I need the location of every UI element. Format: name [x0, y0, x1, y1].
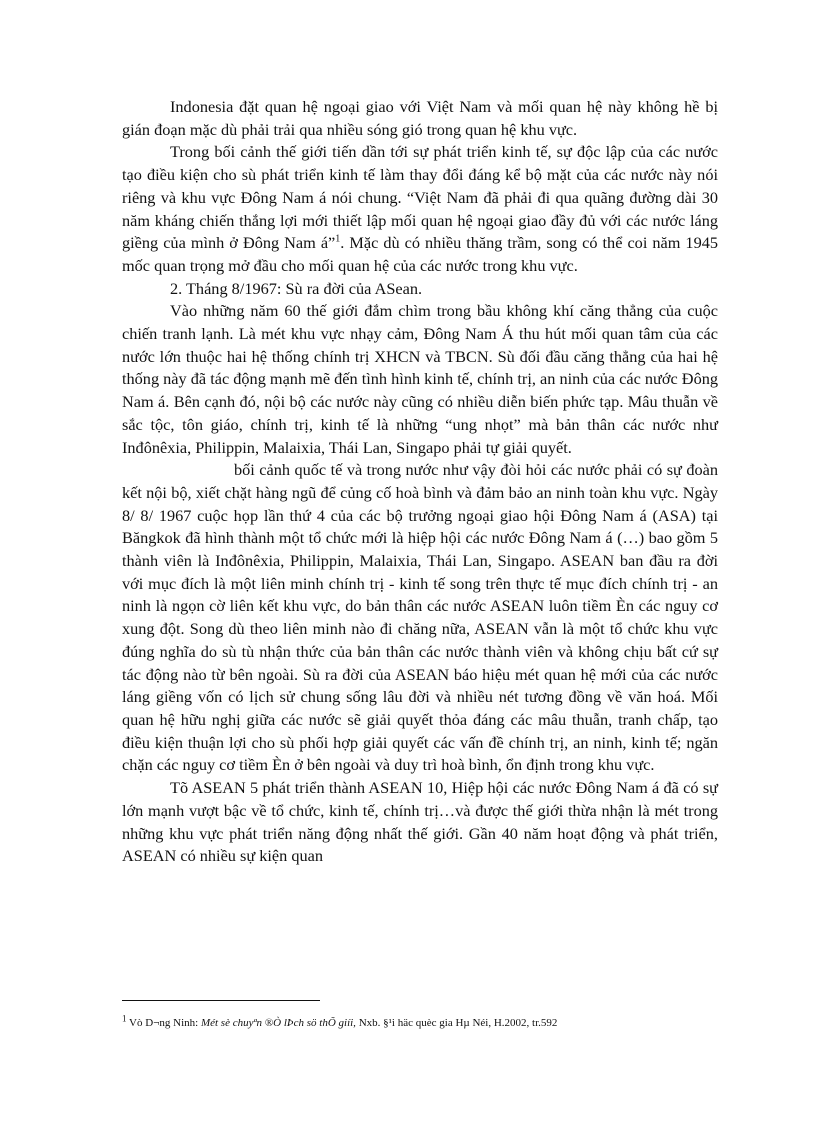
- section-heading-text: 2. Tháng 8/1967: Sù ra đời của ASean.: [170, 278, 423, 298]
- paragraph-1: [122, 96, 718, 141]
- paragraph-6: [122, 777, 718, 868]
- footnote-number: 1: [122, 1013, 127, 1024]
- paragraph-text: Tõ ASEAN 5 phát triển thành ASEAN 10, Hiệp hội các nước Đông Nam á đã có sự lớn mạnh vượt bậc về tổ chức, kinh tế, chính trị…và được thế giới thừa nhận là mét trong những khu vực phát triển năng động nhất thế giới. Gần 40 năm hoạt động và phát triển, ASEAN có nhiều sự kiện quan: [122, 778, 718, 866]
- document-body: [122, 96, 718, 868]
- paragraph-text: Trong bối cảnh thế giới tiến dần tới sự phát triển kinh tế, sự độc lập của các nước tạo điều kiện cho sù phát triển kinh tế làm thay đổi đáng kể bộ mặt của các nước này nói riêng và khu vực Đông Nam á nói chung. “Việt Nam đã phải đi qua quãng đường dài 30 năm kháng chiến thắng lợi mới thiết lập mối quan hệ ngoại giao đầy đủ với các nước láng giềng của mình ở Đông Nam á”: [122, 142, 718, 253]
- paragraph-text: bối cảnh quốc tế và trong nước như vậy đòi hỏi các nước phải có sự đoàn kết nội bộ, xiết chặt hàng ngũ để củng cố hoà bình và đảm bảo an ninh toàn khu vực. Ngày 8/ 8/ 1967 cuộc họp lần thứ 4 của các bộ trưởng ngoại giao hội Đông Nam á (ASA) tại Băngkok đã hình thành một tổ chức mới là hiệp hội các nước Đông Nam á (…) bao gồm 5 thành viên là Inđônêxia, Philippin, Malaixia, Thái Lan, Singapo. ASEAN ban đầu ra đời với mục đích là một liên minh chính trị - kinh tế song trên thực tế mục đích chính trị - an ninh là ngọn cờ liên kết khu vực, do bản thân các nước ASEAN luôn tiềm Èn các nguy cơ xung đột. Song dù theo liên minh nào đi chăng nữa, ASEAN vẫn là một tổ chức khu vực đúng nghĩa do sù tù nhận thức của bản thân các nước thành viên và không chịu bất cứ sự tác động nào từ bên ngoài. Sù ra đời của ASEAN báo hiệu mét quan hệ mới của các nước láng giềng vốn có lịch sử chung sống lâu đời và nhiều nét tương đồng về văn hoá. Mối quan hệ hữu nghị giữa các nước sẽ giải quyết thỏa đáng các mâu thuẫn, tranh chấp, tạo điều kiện thuận lợi cho sù phối hợp giải quyết các vấn đề chính trị, an ninh, kinh tế; ngăn chặn các nguy cơ tiềm Èn ở bên ngoài và duy trì hoà bình, ổn định trong khu vực.: [122, 460, 718, 775]
- paragraph-text: Vào những năm 60 thế giới đắm chìm trong bầu không khí căng thẳng của cuộc chiến tranh lạnh. Là mét khu vực nhạy cảm, Đông Nam Á thu hút mối quan tâm của các nước lớn thuộc hai hệ thống chính trị XHCN và TBCN. Sù đối đầu căng thẳng của hai hệ thống này đã tác động mạnh mẽ đến tình hình kinh tế, chính trị, an ninh của các nước Đông Nam á. Bên cạnh đó, nội bộ các nước này cũng có nhiều diễn biến phức tạp. Mâu thuẫn về sắc tộc, tôn giáo, chính trị, kinh tế là những “ung nhọt” mà bản thân các nước như Inđônêxia, Philippin, Malaixia, Thái Lan, Singapo phải tự giải quyết.: [122, 301, 718, 457]
- paragraph-5: [122, 459, 718, 777]
- paragraph-4: [122, 300, 718, 459]
- footnote-publisher: Nxb. §¹i häc quèc gia Hµ Néi, H.2002, tr.592: [355, 1017, 558, 1029]
- footnote: [122, 1013, 722, 1030]
- paragraph-2: [122, 141, 718, 277]
- footnote-divider: [122, 1000, 320, 1001]
- paragraph-text: . Mặc dù có nhiều thăng trầm, song có thể coi năm 1945 mốc quan trọng mở đầu cho mối quan hệ của các nước trong khu vực.: [122, 233, 718, 275]
- footnote-author: Vò D¬ng Ninh:: [126, 1017, 201, 1029]
- paragraph-text: Indonesia đặt quan hệ ngoại giao với Việt Nam và mối quan hệ này không hề bị gián đoạn mặc dù phải trải qua nhiều sóng gió trong quan hệ khu vực.: [122, 97, 718, 139]
- footnote-title: Mét sè chuyªn ®Ò lÞch sö thÕ giíi,: [200, 1017, 356, 1029]
- section-heading: [122, 278, 718, 301]
- footnote-reference[interactable]: 1: [335, 233, 341, 245]
